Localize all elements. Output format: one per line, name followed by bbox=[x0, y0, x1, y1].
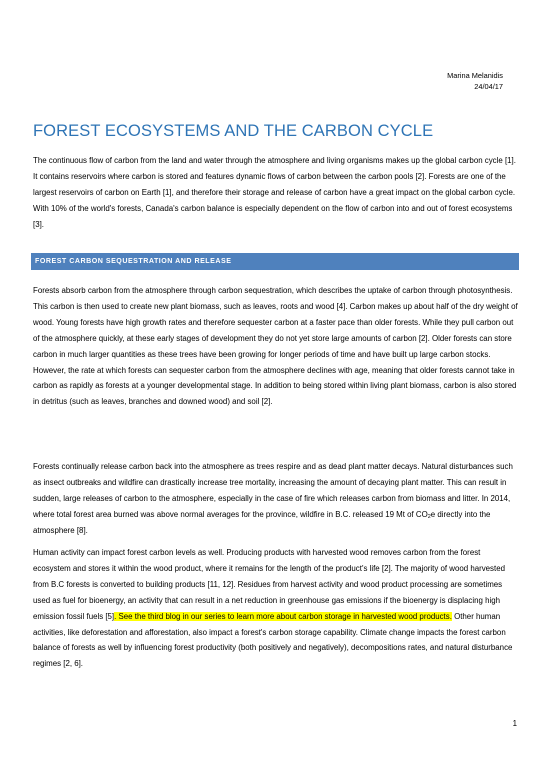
co2-subscript: 2 bbox=[427, 513, 431, 520]
document-meta bbox=[447, 70, 503, 92]
release-paragraph bbox=[33, 459, 519, 539]
page-number: 1 bbox=[512, 719, 517, 728]
release-text: Forests continually release carbon back into the atmosphere as trees respire and as dead plant matter decays. Natural disturbances such as insect outbreaks and wildfire can drastically increase tree mortality, increasing the amount of decaying plant matter. This can result in sudden, large releases of carbon to the atmosphere, especially in the case of fire which releases carbon from biomass and litter. In 2014, where total forest area burned was above normal averages for the province, wildfire in B.C. released 19 Mt of CO bbox=[33, 462, 513, 519]
document-title: FOREST ECOSYSTEMS AND THE CARBON CYCLE bbox=[33, 122, 434, 140]
section-heading: FOREST CARBON SEQUESTRATION AND RELEASE bbox=[31, 253, 519, 270]
author-name: Marina Melanidis bbox=[447, 71, 503, 80]
sequestration-paragraph: Forests absorb carbon from the atmosphere through carbon sequestration, which describes the uptake of carbon through photosynthesis. This carbon is then used to create new plant biomass, such as leaves, roots and wood [4]. Carbon makes up about half of the dry weight of wood. Young forests have high growth rates and therefore sequester carbon at a faster pace than older forests. While they pull carbon out of the atmosphere quickly, at these early stages of development they do not yet store large amounts of carbon [2]. Older forests can store carbon in much larger quantities as these trees have been growing for longer periods of time and have built up large carbon stocks. However, the rate at which forests can sequester carbon from the atmosphere declines with age, meaning that older forests cannot take in carbon as rapidly as forests at a younger developmental stage. In addition to being stored within living plant biomass, carbon is also stored in detritus (such as leaves, branches and downed wood) and soil [2]. bbox=[33, 286, 518, 407]
highlighted-blog-reference: . See the third blog in our series to learn more about carbon storage in harvested wood products. bbox=[114, 611, 452, 621]
intro-paragraph: The continuous flow of carbon from the land and water through the atmosphere and living organisms makes up the global carbon cycle [1]. It contains reservoirs where carbon is stored and features dynamic flows of carbon between the carbon pools [2]. Forests are one of the largest reservoirs of carbon on Earth [1], and therefore their storage and release of carbon have a great impact on the global carbon cycle. With 10% of the world's forests, Canada's carbon balance is especially dependent on the flow of carbon into and out of forest ecosystems [3]. bbox=[33, 156, 516, 229]
human-activity-text-end: Other human activities, like deforestation and afforestation, also impact a forest's carbon storage capability. Climate change impacts the forest carbon balance of forests as well by influencing forest productivity (both positively and negatively), decompositions rates, and natural disturbance regimes [2, 6]. bbox=[33, 611, 513, 669]
release-text-end: e directly into the atmosphere [8]. bbox=[33, 509, 491, 535]
human-activity-text: Human activity can impact forest carbon levels as well. Producing products with harvested wood removes carbon from the forest ecosystem and stores it within the wood product, where it remains for the length of the product's life [2]. The majority of wood harvested from B.C forests is converted to building products [11, 12]. Residues from harvest activity and wood product processing are sometimes used as fuel for bioenergy, an activity that can result in a net reduction in greenhouse gas emissions if the bioenergy is displacing high emission fossil fuels [5] bbox=[33, 548, 505, 621]
human-activity-paragraph bbox=[33, 545, 519, 672]
document-date: 24/04/17 bbox=[474, 82, 503, 91]
